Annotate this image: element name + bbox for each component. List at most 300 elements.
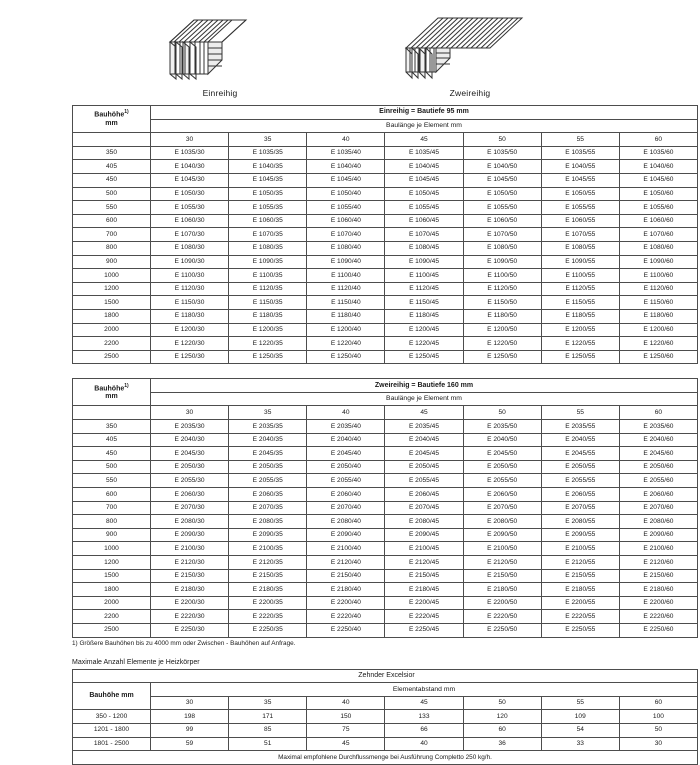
cell: E 2035/35 [229,420,307,434]
cell: E 1090/40 [307,255,385,269]
cell: E 1055/50 [463,201,541,215]
cell: E 2045/45 [385,447,463,461]
cell: 100 [619,710,697,724]
width-col: 60 [619,133,697,147]
cell: E 1150/45 [385,296,463,310]
cell: E 2220/55 [541,610,619,624]
cell: E 2100/30 [151,542,229,556]
cell: E 1070/55 [541,228,619,242]
cell: E 1050/35 [229,187,307,201]
width-col: 60 [619,696,697,710]
cell: E 1250/40 [307,350,385,364]
table-row [73,214,698,228]
cell: E 1120/50 [463,282,541,296]
cell: E 1250/50 [463,350,541,364]
cell: E 2055/50 [463,474,541,488]
cell: 66 [385,723,463,737]
bauhoehe-label: Bauhöhe [94,384,125,392]
cell: 85 [229,723,307,737]
cell: E 2180/40 [307,583,385,597]
table-row [73,160,698,174]
cell: E 2060/55 [541,488,619,502]
table-row [73,323,698,337]
cell: 33 [541,737,619,751]
cell: E 2220/50 [463,610,541,624]
cell: E 1100/55 [541,269,619,283]
cell: E 1250/30 [151,350,229,364]
cell: E 1070/30 [151,228,229,242]
table-row [73,296,698,310]
cell: E 2070/60 [619,501,697,515]
cell: E 1050/55 [541,187,619,201]
cell: E 1100/35 [229,269,307,283]
cell: E 2200/35 [229,596,307,610]
cell: E 2150/35 [229,569,307,583]
cell: E 1035/35 [229,146,307,160]
span-title: Einreihig = Bautiefe 95 mm [151,106,698,120]
cell: E 2150/60 [619,569,697,583]
cell: E 1040/40 [307,160,385,174]
row-bauhoehe: 500 [73,187,151,201]
cell: E 2045/50 [463,447,541,461]
cell: 30 [619,737,697,751]
cell: E 1150/50 [463,296,541,310]
cell: E 1120/45 [385,282,463,296]
cell: E 1180/35 [229,309,307,323]
cell: E 1150/60 [619,296,697,310]
bauhoehe-sup: 1) [124,109,129,116]
table-row [73,337,698,351]
cell: E 2040/45 [385,433,463,447]
width-col: 45 [385,133,463,147]
table-row [73,350,698,364]
cell: 51 [229,737,307,751]
cell: E 2200/60 [619,596,697,610]
table-row [73,596,698,610]
cell: 109 [541,710,619,724]
cell: E 1060/45 [385,214,463,228]
table-width-row [73,406,698,420]
cell: E 1220/55 [541,337,619,351]
cell: E 2035/60 [619,420,697,434]
cell: E 1090/55 [541,255,619,269]
width-col: 50 [463,696,541,710]
cell: E 2035/30 [151,420,229,434]
cell: E 2150/30 [151,569,229,583]
cell: E 1040/45 [385,160,463,174]
width-col: 35 [229,696,307,710]
table-row [73,556,698,570]
cell: E 2080/55 [541,515,619,529]
table-row [73,201,698,215]
row-bauhoehe: 450 [73,173,151,187]
bauhoehe-label: Bauhöhe [94,111,125,119]
table-footer-row [73,751,698,765]
cell: E 1070/35 [229,228,307,242]
row-bauhoehe: 350 [73,146,151,160]
cell: E 2060/50 [463,488,541,502]
cell: E 2040/50 [463,433,541,447]
cell: E 2120/60 [619,556,697,570]
cell: E 1080/60 [619,241,697,255]
width-col: 40 [307,406,385,420]
flow-note: Maximal empfohlene Durchflussmenge bei Ausführung Completto 250 kg/h. [73,751,698,765]
diagram-caption: Zweireihig [449,88,491,98]
cell: E 2100/55 [541,542,619,556]
cell: E 1070/45 [385,228,463,242]
cell: E 2035/55 [541,420,619,434]
cell: E 1220/40 [307,337,385,351]
cell: E 1180/60 [619,309,697,323]
cell: E 2080/40 [307,515,385,529]
cell: E 2045/40 [307,447,385,461]
spacer-cell [73,133,151,147]
cell: E 1120/35 [229,282,307,296]
footnote: 1) Größere Bauhöhen bis zu 4000 mm oder Zwischen - Bauhöhen auf Anfrage. [72,639,296,647]
table-row [73,447,698,461]
cell: E 2070/30 [151,501,229,515]
cell: E 2120/30 [151,556,229,570]
cell: E 1180/45 [385,309,463,323]
cell: E 2035/45 [385,420,463,434]
cell: E 1250/55 [541,350,619,364]
cell: 120 [463,710,541,724]
table-row [73,569,698,583]
cell: E 1045/60 [619,173,697,187]
cell: E 2250/40 [307,623,385,637]
cell: 54 [541,723,619,737]
row-bauhoehe: 600 [73,214,151,228]
cell: E 2080/30 [151,515,229,529]
width-col: 55 [541,406,619,420]
width-col: 35 [229,406,307,420]
row-bauhoehe: 2000 [73,596,151,610]
cell: E 2100/60 [619,542,697,556]
cell: E 1040/55 [541,160,619,174]
table-header-row [73,379,698,393]
table-max-elemente [72,669,698,765]
cell: 50 [619,723,697,737]
cell: E 2050/30 [151,460,229,474]
cell: E 1200/35 [229,323,307,337]
cell: E 2100/40 [307,542,385,556]
cell: E 2055/35 [229,474,307,488]
row-bauhoehe: 1801 - 2500 [73,737,151,751]
cell: E 2070/40 [307,501,385,515]
bauhoehe-unit: mm [105,393,118,401]
cell: 60 [463,723,541,737]
row-bauhoehe: 350 [73,420,151,434]
bauhoehe-header [73,106,151,133]
cell: E 2220/30 [151,610,229,624]
bauhoehe-header [73,379,151,406]
cell: E 1080/50 [463,241,541,255]
cell: E 2050/60 [619,460,697,474]
width-col: 30 [151,696,229,710]
row-bauhoehe: 1000 [73,542,151,556]
cell: E 1220/45 [385,337,463,351]
cell: E 2080/50 [463,515,541,529]
row-bauhoehe: 405 [73,433,151,447]
cell: E 2045/55 [541,447,619,461]
row-bauhoehe: 1500 [73,569,151,583]
cell: E 1055/55 [541,201,619,215]
table-width-row [73,696,698,710]
cell: E 2150/40 [307,569,385,583]
cell: E 1200/50 [463,323,541,337]
cell: E 1200/40 [307,323,385,337]
cell: E 1060/50 [463,214,541,228]
cell: E 1035/50 [463,146,541,160]
cell: E 2220/35 [229,610,307,624]
width-col: 30 [151,133,229,147]
cell: E 1040/30 [151,160,229,174]
cell: E 1050/60 [619,187,697,201]
cell: E 2150/55 [541,569,619,583]
cell: E 2100/45 [385,542,463,556]
cell: E 1040/50 [463,160,541,174]
cell: E 1150/55 [541,296,619,310]
cell: E 1220/60 [619,337,697,351]
table-row [73,515,698,529]
cell: E 2200/40 [307,596,385,610]
cell: E 2250/30 [151,623,229,637]
cell: E 2045/60 [619,447,697,461]
cell: E 1150/40 [307,296,385,310]
width-col: 30 [151,406,229,420]
section-gap [0,364,700,378]
cell: E 2050/40 [307,460,385,474]
spacer-cell [73,406,151,420]
table-row [73,173,698,187]
cell: E 1060/55 [541,214,619,228]
cell: 45 [307,737,385,751]
cell: E 2050/45 [385,460,463,474]
cell: E 1090/50 [463,255,541,269]
cell: E 2055/40 [307,474,385,488]
width-col: 40 [307,696,385,710]
cell: E 2150/45 [385,569,463,583]
cell: E 1090/30 [151,255,229,269]
cell: E 2250/60 [619,623,697,637]
cell: E 2070/55 [541,501,619,515]
row-bauhoehe: 2500 [73,623,151,637]
cell: 133 [385,710,463,724]
table-width-row [73,133,698,147]
cell: E 1200/55 [541,323,619,337]
diagram-zweireihig [390,8,550,98]
cell: E 2070/35 [229,501,307,515]
cell: E 1200/45 [385,323,463,337]
cell: E 2055/45 [385,474,463,488]
cell: E 1120/60 [619,282,697,296]
cell: E 2055/30 [151,474,229,488]
cell: E 1180/40 [307,309,385,323]
row-bauhoehe: 1800 [73,583,151,597]
cell: E 2250/50 [463,623,541,637]
table-row [73,488,698,502]
cell: E 1060/60 [619,214,697,228]
width-col: 35 [229,133,307,147]
table-row [73,187,698,201]
row-bauhoehe: 900 [73,528,151,542]
cell: E 1050/40 [307,187,385,201]
cell: E 2180/35 [229,583,307,597]
cell: E 1100/50 [463,269,541,283]
cell: E 1200/60 [619,323,697,337]
diagram-section [0,0,700,105]
cell: E 1180/50 [463,309,541,323]
cell: E 2050/55 [541,460,619,474]
cell: 40 [385,737,463,751]
cell: 59 [151,737,229,751]
cell: E 1150/30 [151,296,229,310]
table-row [73,420,698,434]
diagram-caption: Einreihig [202,88,238,98]
cell: 75 [307,723,385,737]
cell: E 1090/35 [229,255,307,269]
cell: E 1035/60 [619,146,697,160]
table-header-row [73,683,698,697]
cell: E 1080/40 [307,241,385,255]
cell: E 2120/40 [307,556,385,570]
span-subtitle: Baulänge je Element mm [151,119,698,133]
cell: E 2250/35 [229,623,307,637]
table-row [73,528,698,542]
cell: E 2180/55 [541,583,619,597]
brand-label: Zehnder Excelsior [73,669,698,683]
cell: E 1220/30 [151,337,229,351]
width-col: 45 [385,696,463,710]
row-bauhoehe: 600 [73,488,151,502]
cell: E 2045/30 [151,447,229,461]
cell: E 2080/60 [619,515,697,529]
cell: 171 [229,710,307,724]
row-bauhoehe: 2500 [73,350,151,364]
cell: E 2120/50 [463,556,541,570]
table-row [73,146,698,160]
cell: E 2040/60 [619,433,697,447]
cell: E 1220/50 [463,337,541,351]
cell: E 2180/30 [151,583,229,597]
cell: E 2220/60 [619,610,697,624]
cell: E 2040/40 [307,433,385,447]
cell: E 1060/40 [307,214,385,228]
cell: E 2055/55 [541,474,619,488]
cell: E 1070/60 [619,228,697,242]
cell: E 1250/45 [385,350,463,364]
row-bauhoehe: 1800 [73,309,151,323]
cell: 198 [151,710,229,724]
row-bauhoehe: 2200 [73,337,151,351]
table-row [73,241,698,255]
cell: E 2120/45 [385,556,463,570]
table-row [73,610,698,624]
cell: E 2080/35 [229,515,307,529]
cell: E 2050/50 [463,460,541,474]
cell: E 1055/35 [229,201,307,215]
row-bauhoehe: 800 [73,515,151,529]
cell: E 1150/35 [229,296,307,310]
row-bauhoehe: 1200 [73,282,151,296]
table-subheader-row [73,119,698,133]
row-bauhoehe: 2200 [73,610,151,624]
cell: E 2180/60 [619,583,697,597]
cell: E 1055/60 [619,201,697,215]
width-col: 50 [463,406,541,420]
cell: E 2220/40 [307,610,385,624]
width-col: 55 [541,696,619,710]
cell: E 2090/50 [463,528,541,542]
cell: E 2055/60 [619,474,697,488]
cell: E 2090/35 [229,528,307,542]
cell: E 2090/40 [307,528,385,542]
bauhoehe-header: Bauhöhe mm [73,683,151,710]
cell: E 1100/45 [385,269,463,283]
table-row [73,501,698,515]
span-subtitle: Baulänge je Element mm [151,392,698,406]
cell: E 2100/35 [229,542,307,556]
cell: E 1120/40 [307,282,385,296]
cell: E 1180/30 [151,309,229,323]
row-bauhoehe: 450 [73,447,151,461]
cell: E 1055/45 [385,201,463,215]
cell: E 2250/45 [385,623,463,637]
section-title-max-elemente: Maximale Anzahl Elemente je Heizkörper [72,658,200,666]
row-bauhoehe: 2000 [73,323,151,337]
table-row [73,433,698,447]
cell: E 1060/35 [229,214,307,228]
table-row [73,282,698,296]
table-row [73,710,698,724]
cell: E 1090/60 [619,255,697,269]
row-bauhoehe: 900 [73,255,151,269]
table-row [73,460,698,474]
width-col: 40 [307,133,385,147]
table-row [73,269,698,283]
cell: E 2060/40 [307,488,385,502]
cell: E 2090/55 [541,528,619,542]
cell: E 2100/50 [463,542,541,556]
cell: E 1040/60 [619,160,697,174]
table-row [73,309,698,323]
cell: E 1100/30 [151,269,229,283]
table-row [73,228,698,242]
zweireihig-icon [390,8,550,86]
cell: E 1080/55 [541,241,619,255]
cell: E 2150/50 [463,569,541,583]
cell: E 2070/45 [385,501,463,515]
cell: E 1070/50 [463,228,541,242]
cell: E 1200/30 [151,323,229,337]
span-title: Elementabstand mm [151,683,698,697]
table-row [73,542,698,556]
row-bauhoehe: 350 - 1200 [73,710,151,724]
table-row [73,623,698,637]
table-row [73,474,698,488]
table-row [73,583,698,597]
cell: E 1120/55 [541,282,619,296]
cell: E 2040/35 [229,433,307,447]
cell: E 2250/55 [541,623,619,637]
table-row [73,255,698,269]
row-bauhoehe: 700 [73,501,151,515]
width-col: 60 [619,406,697,420]
cell: E 1045/50 [463,173,541,187]
cell: E 2090/45 [385,528,463,542]
cell: E 2220/45 [385,610,463,624]
cell: E 1250/60 [619,350,697,364]
